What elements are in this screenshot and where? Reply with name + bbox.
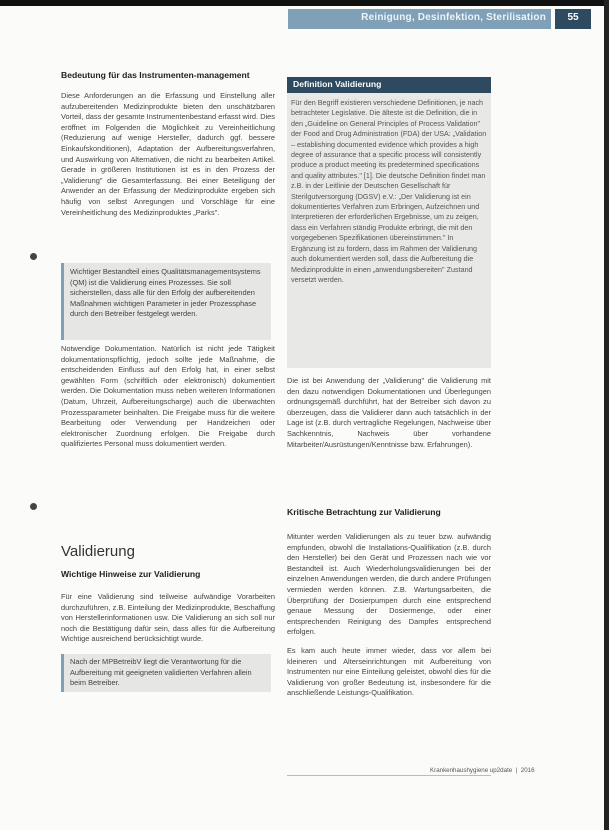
scan-top-edge [0, 0, 609, 6]
paragraph-hinweise: Für eine Validierung sind teilweise aufwändige Vorarbeiten durchzuführen, z.B. Einteilung der Medizinprodukte, Beschaffung von Herstellerinformationen usw. Die Validierung an sich soll nur noch die Bestätigung dafür sein, dass alles für die Aufbereitung Wichtige ausreichend berücksichtigt wurde. [61, 592, 275, 644]
subheading-kritische-betrachtung: Kritische Betrachtung zur Validierung [287, 507, 441, 517]
right-column-block-2 [287, 532, 491, 699]
scan-right-edge [604, 0, 609, 830]
paragraph-instrumentenmanagement: Diese Anforderungen an die Erfassung und Einstellung aller aufzubereitenden Medizinprodukte bieten den unschätzbaren Vorteil, dass der gesamte Instrumentenbestand erfasst wird. Dies eröffnet im Folgenden die Möglichkeit zu Vereinheitlichung (Reduzierung auf wenige Hersteller, dadurch ggf. bessere Einkaufskonditionen), Adaptation der Aufbereitungsverfahren, und Auswirkung von Alternativen, die nicht zu bearbeiten Artikel. Gerade in größeren Institutionen ist es in den Prozess der „Validierung" die Gesamterfassung. Bei einer Beteiligung der Anwender an der Erfassung der Medizinprodukte ergeben sich häufig von selbst Anregungen und Vorschläge für eine Vereinheitlichung des Medizinproduktes „Parks". [61, 91, 275, 217]
paragraph-validierer: Die ist bei Anwendung der „Validierung" die Validierung mit den dazu notwendigen Dokumentationen und Überlegungen ordnungsgemäß durchführt, hat der Betreiber sich davon zu überzeugen, dass die Validierer dann auch tatsächlich in der Lage ist (z.B. durch vertragliche Regelungen, Nachweise über Sachkenntnis, Nachweis über vorhandene Mitarbeiter/Ausrüstungen/Kenntnisse bzw. Erfahrungen). [287, 376, 491, 449]
page-number: 55 [567, 12, 579, 23]
footer-rule [287, 775, 491, 776]
section-title-instrumentenmanagement: Bedeutung für das Instrumenten-management [61, 70, 250, 80]
punch-hole-top [30, 253, 37, 260]
footer: Krankenhaushygiene up2date | 2016 [430, 767, 535, 774]
subheading-hinweise: Wichtige Hinweise zur Validierung [61, 569, 201, 579]
paragraph-kritik: Mitunter werden Validierungen als zu teuer bzw. aufwändig empfunden, obwohl die Installations-Qualifikation (z.B. durch den Hersteller) bei den Gerät und Prozessen nach wie vor Bestandteil ist. Auch Wiederholungsvalidierungen bei der einzelnen Anwendungen werden, die durch andere Prüfungen vermieden werden können. Z.B. Wartungsarbeiten, die Überprüfung der Dosierpumpen durch eine entsprechend genaue Messung der Dosiermenge, oder einer entsprechenden Reinigung des Dampfes entsprechend erfolgen. [287, 532, 491, 637]
running-header: Reinigung, Desinfektion, Sterilisation [361, 12, 546, 23]
note-accent-bar-2 [61, 654, 64, 692]
paragraph-einrichtungen: Es kam auch heute immer wieder, dass vor allem bei kleineren und Alterseinrichtungen mit Aufbereitung von Instrumenten nur eine Einteilung geleistet, obwohl dies für die Validierung von großer Bedeutung ist, insbesondere für die anschließende Leistungs-Qualifikation. [287, 645, 491, 698]
definition-text: Für den Begriff existieren verschiedene Definitionen, je nach betrachteter Legislative. Die älteste ist die Definition, die in den „Guideline on General Principles of Process Validation" der Food and Drug Administration (FDA) der USA: „Validation – establishing documented evidence which provides a high degree of assurance that a specific process will consistently produce a product meeting its predetermined specifications and quality attributes." [1]. Die deutsche Definition findet man z.B. in der Leitlinie der Deutschen Gesellschaft für Sterilgutversorgung (DGSV) e.V.: „Der Validierung ist ein dokumentiertes Verfahren zum Erbringen, Aufzeichnen und Interpretieren der erforderlichen Ergebnisse, um zu zeigen, dass ein Verfahren ständig Produkte erbringt, die mit den vorgegebenen Spezifikationen übereinstimmen." In Ergänzung ist zu fordern, dass im Rahmen der Validierung auch dokumentiert werden soll, dass die Aufbereitung die Medizinprodukte in einen „anwendungsbereiten" Zustand versetzt werden. [291, 98, 487, 284]
paragraph-dokumentation: Notwendige Dokumentation. Natürlich ist nicht jede Tätigkeit dokumentationspflichtig, jedoch sollte jede Maßnahme, die entscheidenden Einfluss auf den Erfolg hat, in einer selbst gewählten Form (schriftlich oder elektronisch) dokumentiert werden. Die Dokumentation muss neben weiteren Informationen (Datum, Uhrzeit, Aufbereitungscharge) auch die überwachten Prozessparameter beinhalten. Die Freigabe muss für die weitere Bearbeitung oder Verwendung per Handzeichen oder elektronischer Zuordnung erfolgen. Die Freigabe durch qualifiziertes Personal muss dokumentiert werden. [61, 344, 275, 449]
note-accent-bar [61, 263, 64, 340]
footer-journal: Krankenhaushygiene up2date [430, 767, 513, 774]
note-qm-text: Wichtiger Bestandteil eines Qualitätsmanagementsystems (QM) ist die Validierung eines Prozesses. Sie soll sicherstellen, dass alle für den Erfolg der aufbereitenden Maßnahmen wichtigen Parameter in jeder Prozessphase durch den Betreiber festgelegt werden. [70, 267, 261, 319]
left-column-block-3 [61, 592, 275, 645]
definition-title: Definition Validierung [293, 79, 382, 89]
punch-hole-bottom [30, 503, 37, 510]
left-column-block-1 [61, 70, 275, 218]
left-column-block-2 [61, 344, 275, 450]
note-betreiber-text: Nach der MPBetreibV liegt die Verantwortung für die Aufbereitung mit geeigneten validierten Verfahren allein beim Betreiber. [70, 657, 252, 688]
right-column-block-1 [287, 376, 491, 450]
footer-year: 2016 [520, 767, 535, 774]
section-heading-validierung: Validierung [61, 543, 135, 560]
